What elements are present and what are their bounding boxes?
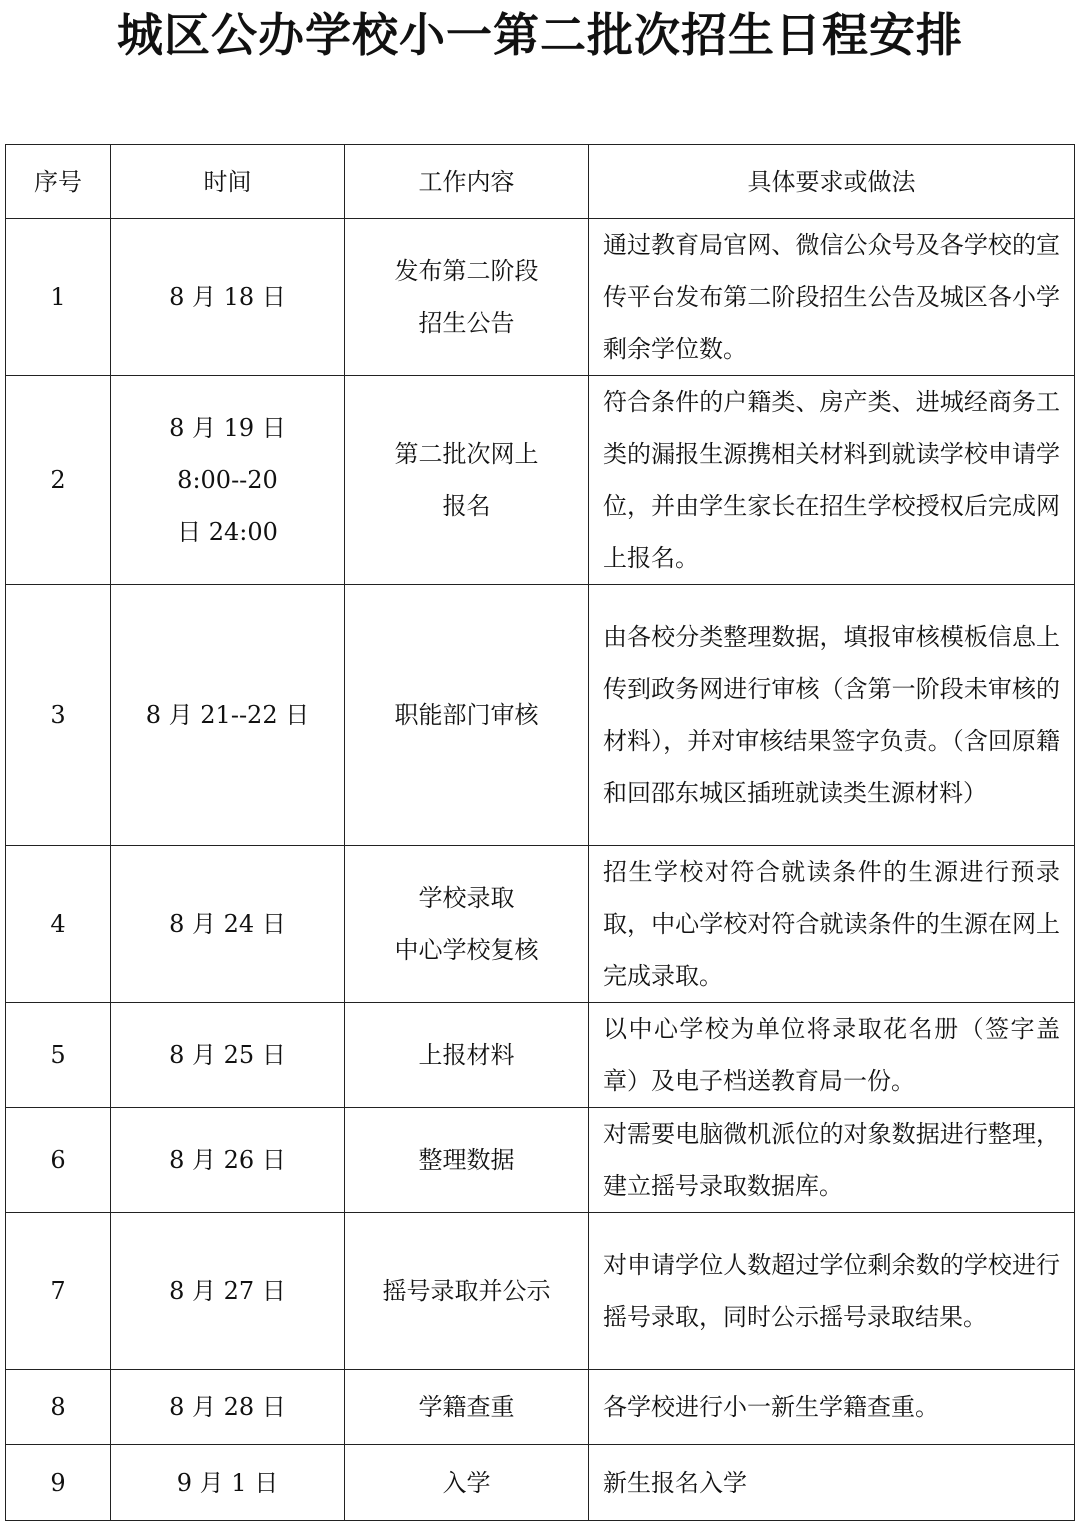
row-task: 职能部门审核	[345, 585, 589, 846]
row-requirement: 新生报名入学	[589, 1445, 1075, 1521]
row-task: 发布第二阶段 招生公告	[345, 219, 589, 376]
row-task: 整理数据	[345, 1108, 589, 1213]
header-number: 序号	[6, 145, 111, 219]
table-row	[6, 1213, 1075, 1370]
row-task: 学校录取 中心学校复核	[345, 846, 589, 1003]
row-requirement: 以中心学校为单位将录取花名册（签字盖章）及电子档送教育局一份。	[589, 1003, 1075, 1108]
row-task: 上报材料	[345, 1003, 589, 1108]
table-row	[6, 585, 1075, 846]
table-row	[6, 376, 1075, 585]
row-time: 8 月 26 日	[111, 1108, 345, 1213]
header-requirement: 具体要求或做法	[589, 145, 1075, 219]
row-time: 8 月 27 日	[111, 1213, 345, 1370]
row-time: 8 月 21--22 日	[111, 585, 345, 846]
row-number: 5	[6, 1003, 111, 1108]
row-requirement: 对需要电脑微机派位的对象数据进行整理，建立摇号录取数据库。	[589, 1108, 1075, 1213]
row-task: 学籍查重	[345, 1370, 589, 1445]
row-task: 摇号录取并公示	[345, 1213, 589, 1370]
table-row	[6, 1370, 1075, 1445]
table-row	[6, 1003, 1075, 1108]
row-time: 8 月 24 日	[111, 846, 345, 1003]
row-number: 9	[6, 1445, 111, 1521]
row-task: 入学	[345, 1445, 589, 1521]
row-requirement: 通过教育局官网、微信公众号及各学校的宣传平台发布第二阶段招生公告及城区各小学剩余学位数。	[589, 219, 1075, 376]
row-number: 4	[6, 846, 111, 1003]
row-requirement: 招生学校对符合就读条件的生源进行预录取，中心学校对符合就读条件的生源在网上完成录取。	[589, 846, 1075, 1003]
document-title: 城区公办学校小一第二批次招生日程安排	[117, 8, 963, 62]
row-requirement: 符合条件的户籍类、房产类、进城经商务工类的漏报生源携相关材料到就读学校申请学位，并由学生家长在招生学校授权后完成网上报名。	[589, 376, 1075, 585]
schedule-table	[5, 144, 1075, 1521]
row-number: 1	[6, 219, 111, 376]
row-time: 8 月 19 日 8:00--20 日 24:00	[111, 376, 345, 585]
header-task: 工作内容	[345, 145, 589, 219]
row-time: 9 月 1 日	[111, 1445, 345, 1521]
row-requirement: 各学校进行小一新生学籍查重。	[589, 1370, 1075, 1445]
row-time: 8 月 28 日	[111, 1370, 345, 1445]
row-requirement: 由各校分类整理数据，填报审核模板信息上传到政务网进行审核（含第一阶段未审核的材料），并对审核结果签字负责。（含回原籍和回邵东城区插班就读类生源材料）	[589, 585, 1075, 846]
row-number: 8	[6, 1370, 111, 1445]
row-number: 7	[6, 1213, 111, 1370]
row-number: 2	[6, 376, 111, 585]
table-row	[6, 846, 1075, 1003]
row-number: 6	[6, 1108, 111, 1213]
table-row	[6, 219, 1075, 376]
row-number: 3	[6, 585, 111, 846]
row-requirement: 对申请学位人数超过学位剩余数的学校进行摇号录取，同时公示摇号录取结果。	[589, 1213, 1075, 1370]
row-time: 8 月 25 日	[111, 1003, 345, 1108]
table-row	[6, 1108, 1075, 1213]
row-task: 第二批次网上 报名	[345, 376, 589, 585]
table-row	[6, 1445, 1075, 1521]
row-time: 8 月 18 日	[111, 219, 345, 376]
header-time: 时间	[111, 145, 345, 219]
table-header-row	[6, 145, 1075, 219]
